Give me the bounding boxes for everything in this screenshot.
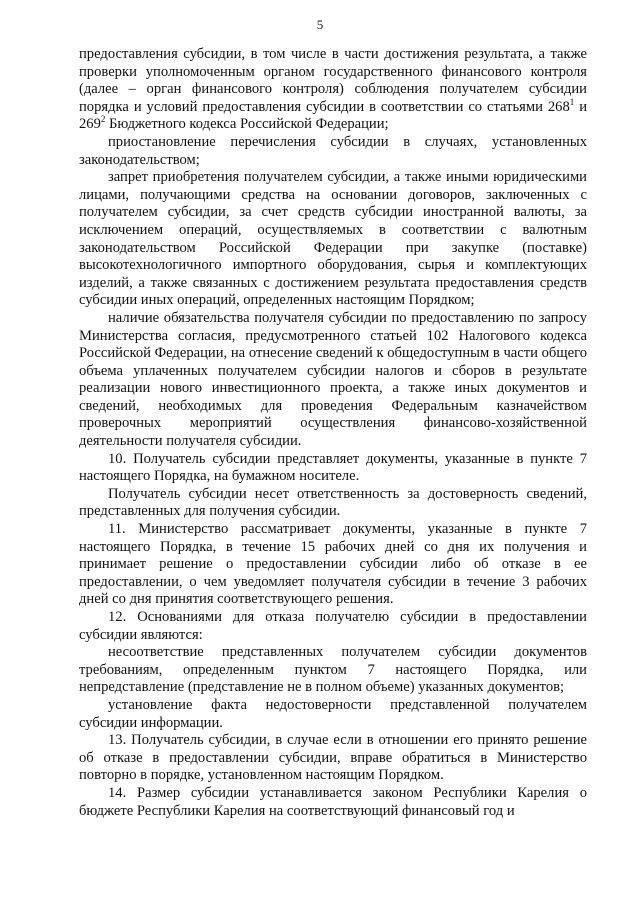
superscript-1: 1 (569, 96, 575, 107)
paragraph-item-12: 12. Основаниями для отказа получателю субсидии в предоставлении субсидии являются: (79, 609, 587, 643)
paragraph-item-10: 10. Получатель субсидии представляет документы, указанные в пункте 7 настоящего Порядка, на бумажном носителе. (79, 450, 587, 485)
paragraph-1-tail: Бюджетного кодекса Российской Федерации; (105, 116, 389, 133)
paragraph-item-13: 13. Получатель субсидии, в случае если в отношении его принято решение об отказе в предоставлении субсидии, вправе обратиться в Министерство повторно в порядке, установленном настоящим Порядком. (79, 732, 587, 784)
paragraph-unreliability: установление факта недостоверности представленной получателем субсидии информации. (79, 696, 587, 731)
paragraph-item-14: 14. Размер субсидии устанавливается законом Республики Карелия о бюджете Республики Карелия на соответствующий финансовый год и (79, 784, 587, 819)
paragraph-item-11: 11. Министерство рассматривает документы, указанные в пункте 7 настоящего Порядка, в течение 15 рабочих дней со дня их получения и принимает решение о предоставлении субсидии либо об отказе в ее предоставлении, о чем уведомляет получателя субсидии в течение 3 рабочих дней со дня принятия соответствующего решения. (79, 521, 587, 608)
paragraph-suspension: приостановление перечисления субсидии в случаях, установленных законодательством; (79, 133, 587, 168)
document-body (79, 46, 587, 820)
paragraph-consent-obligation: наличие обязательства получателя субсидии по предоставлению по запросу Министерства согласия, предусмотренного статьей 102 Налогового кодекса Российской Федерации, на отнесение сведений к общедоступным в части общего объема уплаченных получателем субсидии налогов и сборов в результате реализации нового инвестиционного проекта, а также иных документов и сведений, необходимых для проведения Федеральным казначейством проверочных мероприятий осуществления финансово-хозяйственной деятельности получателя субсидии. (79, 309, 587, 450)
page-number: 5 (316, 17, 324, 32)
paragraph-1-middle: и 269 (79, 98, 588, 133)
paragraph-currency-ban: запрет приобретения получателем субсидии, а также иными юридическими лицами, получающими средства на основании договоров, заключенных с получателем субсидии, за счет средств субсидии иностранной валюты, за исключением операций, осуществляемых в соответствии с валютным законодательством Российской Федерации при закупке (поставке) высокотехнологичного импортного оборудования, сырья и комплектующих изделий, а также связанных с достижением результата предоставления средств субсидии иных операций, определенных настоящим Порядком; (79, 169, 587, 309)
paragraph-1-text: предоставления субсидии, в том числе в части достижения результата, а также проверки уполномоченным органом государственного финансового контроля (далее – орган финансового контроля) соблюдения получателем субсидии порядка и условий предоставления субсидии в соответствии со статьями 268 (79, 46, 587, 115)
superscript-2: 2 (100, 114, 106, 125)
paragraph-responsibility: Получатель субсидии несет ответственность за достоверность сведений, представленных для получения субсидии. (79, 485, 587, 520)
paragraph-noncompliance: несоответствие представленных получателем субсидии документов требованиям, определенным пунктом 7 настоящего Порядка, или непредставление (представление не в полном объеме) указанных документов; (79, 644, 587, 696)
paragraph-1 (79, 46, 587, 134)
